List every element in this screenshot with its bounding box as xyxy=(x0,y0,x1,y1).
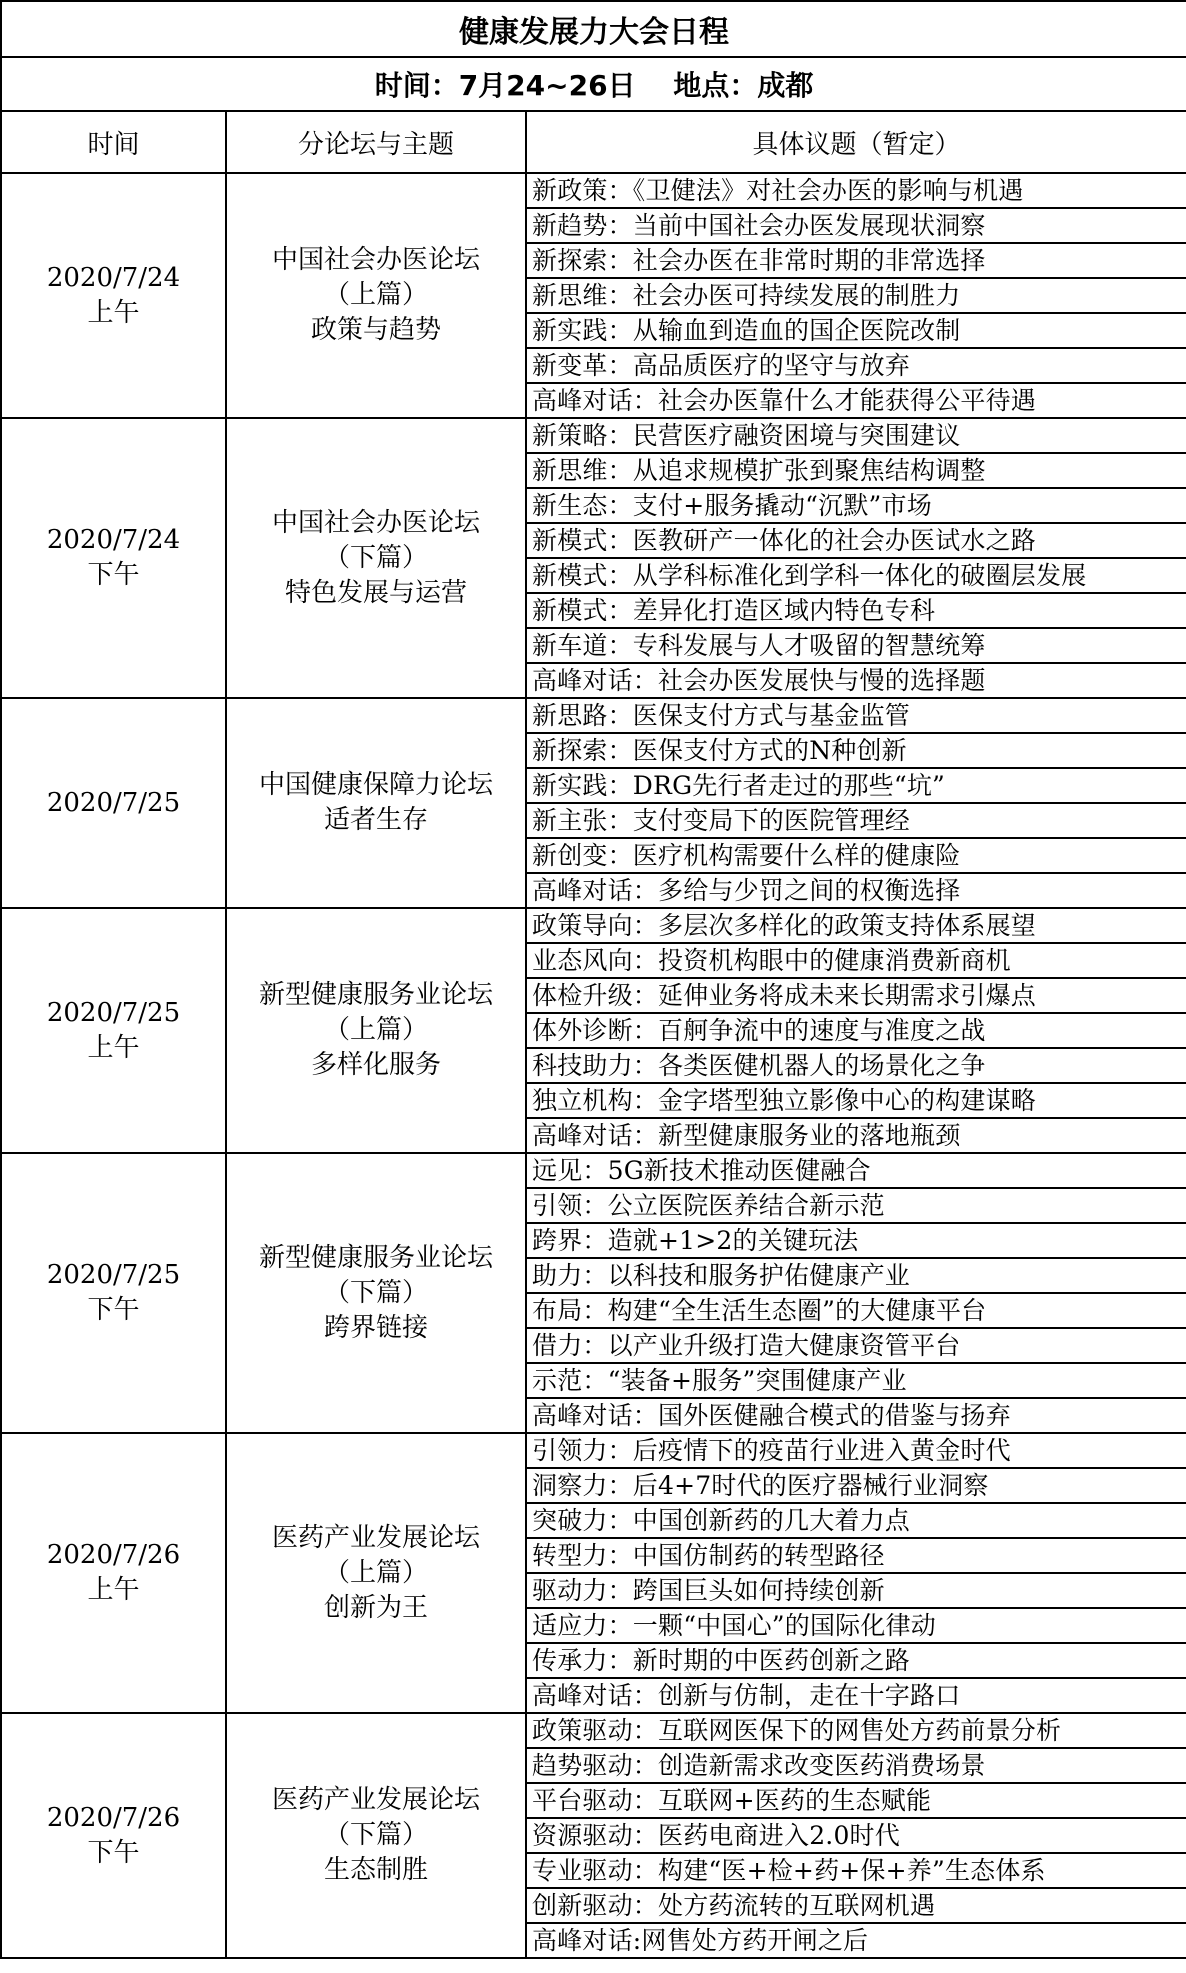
topic-item: 引领：公立医院医养结合新示范 xyxy=(526,1188,1186,1223)
topic-item: 转型力：中国仿制药的转型路径 xyxy=(526,1538,1186,1573)
topic-item: 新政策：《卫健法》对社会办医的影响与机遇 xyxy=(526,173,1186,208)
schedule-subtitle: 时间：7月24~26日 地点：成都 xyxy=(1,57,1186,111)
topic-item: 新探索：医保支付方式的N种创新 xyxy=(526,733,1186,768)
forum-line: 新型健康服务业论坛 xyxy=(258,1242,493,1273)
session-time-cell xyxy=(1,173,226,418)
topic-item: 驱动力：跨国巨头如何持续创新 xyxy=(526,1573,1186,1608)
topic-item: 新实践：从输血到造血的国企医院改制 xyxy=(526,313,1186,348)
forum-line: （上篇） xyxy=(323,280,428,310)
session-date: 2020/7/25 xyxy=(46,787,181,818)
topic-item: 新思维：社会办医可持续发展的制胜力 xyxy=(526,278,1186,313)
session-time-cell xyxy=(1,418,226,698)
topic-item: 新生态：支付+服务撬动“沉默”市场 xyxy=(526,488,1186,523)
topic-item: 趋势驱动：创造新需求改变医药消费场景 xyxy=(526,1748,1186,1783)
topic-item: 新车道：专科发展与人才吸留的智慧统筹 xyxy=(526,628,1186,663)
session-time-cell xyxy=(1,1153,226,1433)
topic-row xyxy=(1,418,1186,453)
session-date: 2020/7/26 xyxy=(46,1540,181,1570)
topic-item: 资源驱动：医药电商进入2.0时代 xyxy=(526,1818,1186,1853)
topic-item: 新模式：差异化打造区域内特色专科 xyxy=(526,593,1186,628)
topic-item: 新创变：医疗机构需要什么样的健康险 xyxy=(526,838,1186,873)
topic-row xyxy=(1,908,1186,943)
topic-item: 洞察力：后4+7时代的医疗器械行业洞察 xyxy=(526,1468,1186,1503)
forum-line: （下篇） xyxy=(323,1820,428,1850)
column-header-row xyxy=(1,111,1186,173)
forum-line: 医药产业发展论坛 xyxy=(271,1785,480,1815)
schedule-body xyxy=(1,173,1186,1958)
topic-item: 新趋势：当前中国社会办医发展现状洞察 xyxy=(526,208,1186,243)
topic-item: 创新驱动：处方药流转的互联网机遇 xyxy=(526,1888,1186,1923)
forum-line: 中国社会办医论坛 xyxy=(271,507,480,538)
topic-item: 专业驱动：构建“医+检+药+保+养”生态体系 xyxy=(526,1853,1186,1888)
session-date: 2020/7/25 xyxy=(46,1260,181,1290)
topic-item: 科技助力：各类医健机器人的场景化之争 xyxy=(526,1048,1186,1083)
topic-row xyxy=(1,173,1186,208)
topic-item: 布局：构建“全生活生态圈”的大健康平台 xyxy=(526,1293,1186,1328)
session-time-cell xyxy=(1,1713,226,1958)
topic-item: 跨界：造就+1>2的关键玩法 xyxy=(526,1223,1186,1258)
forum-line: 多样化服务 xyxy=(310,1050,441,1080)
forum-theme-cell xyxy=(226,1153,526,1433)
topic-item: 高峰对话：创新与仿制，走在十字路口 xyxy=(526,1678,1186,1713)
forum-line: 中国健康保障力论坛 xyxy=(258,770,493,800)
session-period: 下午 xyxy=(87,560,140,590)
topic-item: 高峰对话：多给与少罚之间的权衡选择 xyxy=(526,873,1186,908)
forum-line: 政策与趋势 xyxy=(310,315,441,345)
header-topics: 具体议题（暂定） xyxy=(526,111,1186,173)
topic-item: 新主张：支付变局下的医院管理经 xyxy=(526,803,1186,838)
topic-item: 业态风向：投资机构眼中的健康消费新商机 xyxy=(526,943,1186,978)
session-period: 下午 xyxy=(87,1295,140,1325)
topic-item: 助力：以科技和服务护佑健康产业 xyxy=(526,1258,1186,1293)
forum-theme-cell xyxy=(226,1433,526,1713)
forum-line: 跨界链接 xyxy=(323,1312,428,1343)
session-date: 2020/7/26 xyxy=(46,1802,181,1833)
topic-item: 政策导向：多层次多样化的政策支持体系展望 xyxy=(526,908,1186,943)
forum-theme-cell xyxy=(226,1713,526,1958)
topic-item: 独立机构：金字塔型独立影像中心的构建谋略 xyxy=(526,1083,1186,1118)
title-row xyxy=(1,1,1186,57)
forum-line: （上篇） xyxy=(323,1557,428,1588)
forum-theme-cell xyxy=(226,698,526,908)
topic-item: 突破力：中国创新药的几大着力点 xyxy=(526,1503,1186,1538)
forum-theme-cell xyxy=(226,173,526,418)
forum-line: （下篇） xyxy=(323,1277,428,1308)
topic-row xyxy=(1,1153,1186,1188)
topic-item: 高峰对话:网售处方药开闸之后 xyxy=(526,1923,1186,1958)
session-time-cell xyxy=(1,908,226,1153)
topic-item: 引领力：后疫情下的疫苗行业进入黄金时代 xyxy=(526,1433,1186,1468)
subtitle-row xyxy=(1,57,1186,111)
session-date: 2020/7/24 xyxy=(46,525,181,555)
session-time-cell xyxy=(1,698,226,908)
topic-item: 政策驱动：互联网医保下的网售处方药前景分析 xyxy=(526,1713,1186,1748)
topic-item: 传承力：新时期的中医药创新之路 xyxy=(526,1643,1186,1678)
topic-item: 新思维：从追求规模扩张到聚焦结构调整 xyxy=(526,453,1186,488)
session-period: 上午 xyxy=(87,1575,140,1605)
session-period: 上午 xyxy=(87,1032,140,1063)
session-period: 上午 xyxy=(87,297,140,328)
session-period: 下午 xyxy=(87,1837,140,1868)
topic-item: 体检升级：延伸业务将成未来长期需求引爆点 xyxy=(526,978,1186,1013)
forum-line: 新型健康服务业论坛 xyxy=(258,980,493,1010)
forum-theme-cell xyxy=(226,908,526,1153)
session-date: 2020/7/24 xyxy=(46,262,181,293)
forum-line: 医药产业发展论坛 xyxy=(271,1522,480,1553)
forum-line: （下篇） xyxy=(323,542,428,573)
topic-item: 体外诊断：百舸争流中的速度与准度之战 xyxy=(526,1013,1186,1048)
session-time-cell xyxy=(1,1433,226,1713)
topic-item: 新思路：医保支付方式与基金监管 xyxy=(526,698,1186,733)
session-date: 2020/7/25 xyxy=(46,997,181,1028)
topic-item: 高峰对话：社会办医靠什么才能获得公平待遇 xyxy=(526,383,1186,418)
topic-item: 平台驱动：互联网+医药的生态赋能 xyxy=(526,1783,1186,1818)
forum-line: 中国社会办医论坛 xyxy=(271,245,480,275)
forum-theme-cell xyxy=(226,418,526,698)
forum-line: （上篇） xyxy=(323,1015,428,1045)
forum-line: 适者生存 xyxy=(323,805,428,835)
header-forum: 分论坛与主题 xyxy=(226,111,526,173)
header-time: 时间 xyxy=(1,111,226,173)
topic-item: 新探索：社会办医在非常时期的非常选择 xyxy=(526,243,1186,278)
forum-line: 特色发展与运营 xyxy=(284,577,467,608)
topic-item: 新实践：DRG先行者走过的那些“坑” xyxy=(526,768,1186,803)
forum-line: 创新为王 xyxy=(323,1592,428,1623)
topic-item: 新变革：高品质医疗的坚守与放弃 xyxy=(526,348,1186,383)
topic-item: 新策略：民营医疗融资困境与突围建议 xyxy=(526,418,1186,453)
topic-item: 高峰对话：社会办医发展快与慢的选择题 xyxy=(526,663,1186,698)
topic-item: 远见：5G新技术推动医健融合 xyxy=(526,1153,1186,1188)
topic-row xyxy=(1,698,1186,733)
schedule-title: 健康发展力大会日程 xyxy=(1,1,1186,57)
topic-item: 借力：以产业升级打造大健康资管平台 xyxy=(526,1328,1186,1363)
topic-item: 高峰对话：国外医健融合模式的借鉴与扬弃 xyxy=(526,1398,1186,1433)
topic-item: 适应力：一颗“中国心”的国际化律动 xyxy=(526,1608,1186,1643)
topic-item: 新模式：医教研产一体化的社会办医试水之路 xyxy=(526,523,1186,558)
topic-item: 示范：“装备+服务”突围健康产业 xyxy=(526,1363,1186,1398)
topic-row xyxy=(1,1713,1186,1748)
topic-row xyxy=(1,1433,1186,1468)
topic-item: 新模式：从学科标准化到学科一体化的破圈层发展 xyxy=(526,558,1186,593)
topic-item: 高峰对话：新型健康服务业的落地瓶颈 xyxy=(526,1118,1186,1153)
forum-line: 生态制胜 xyxy=(323,1855,428,1885)
